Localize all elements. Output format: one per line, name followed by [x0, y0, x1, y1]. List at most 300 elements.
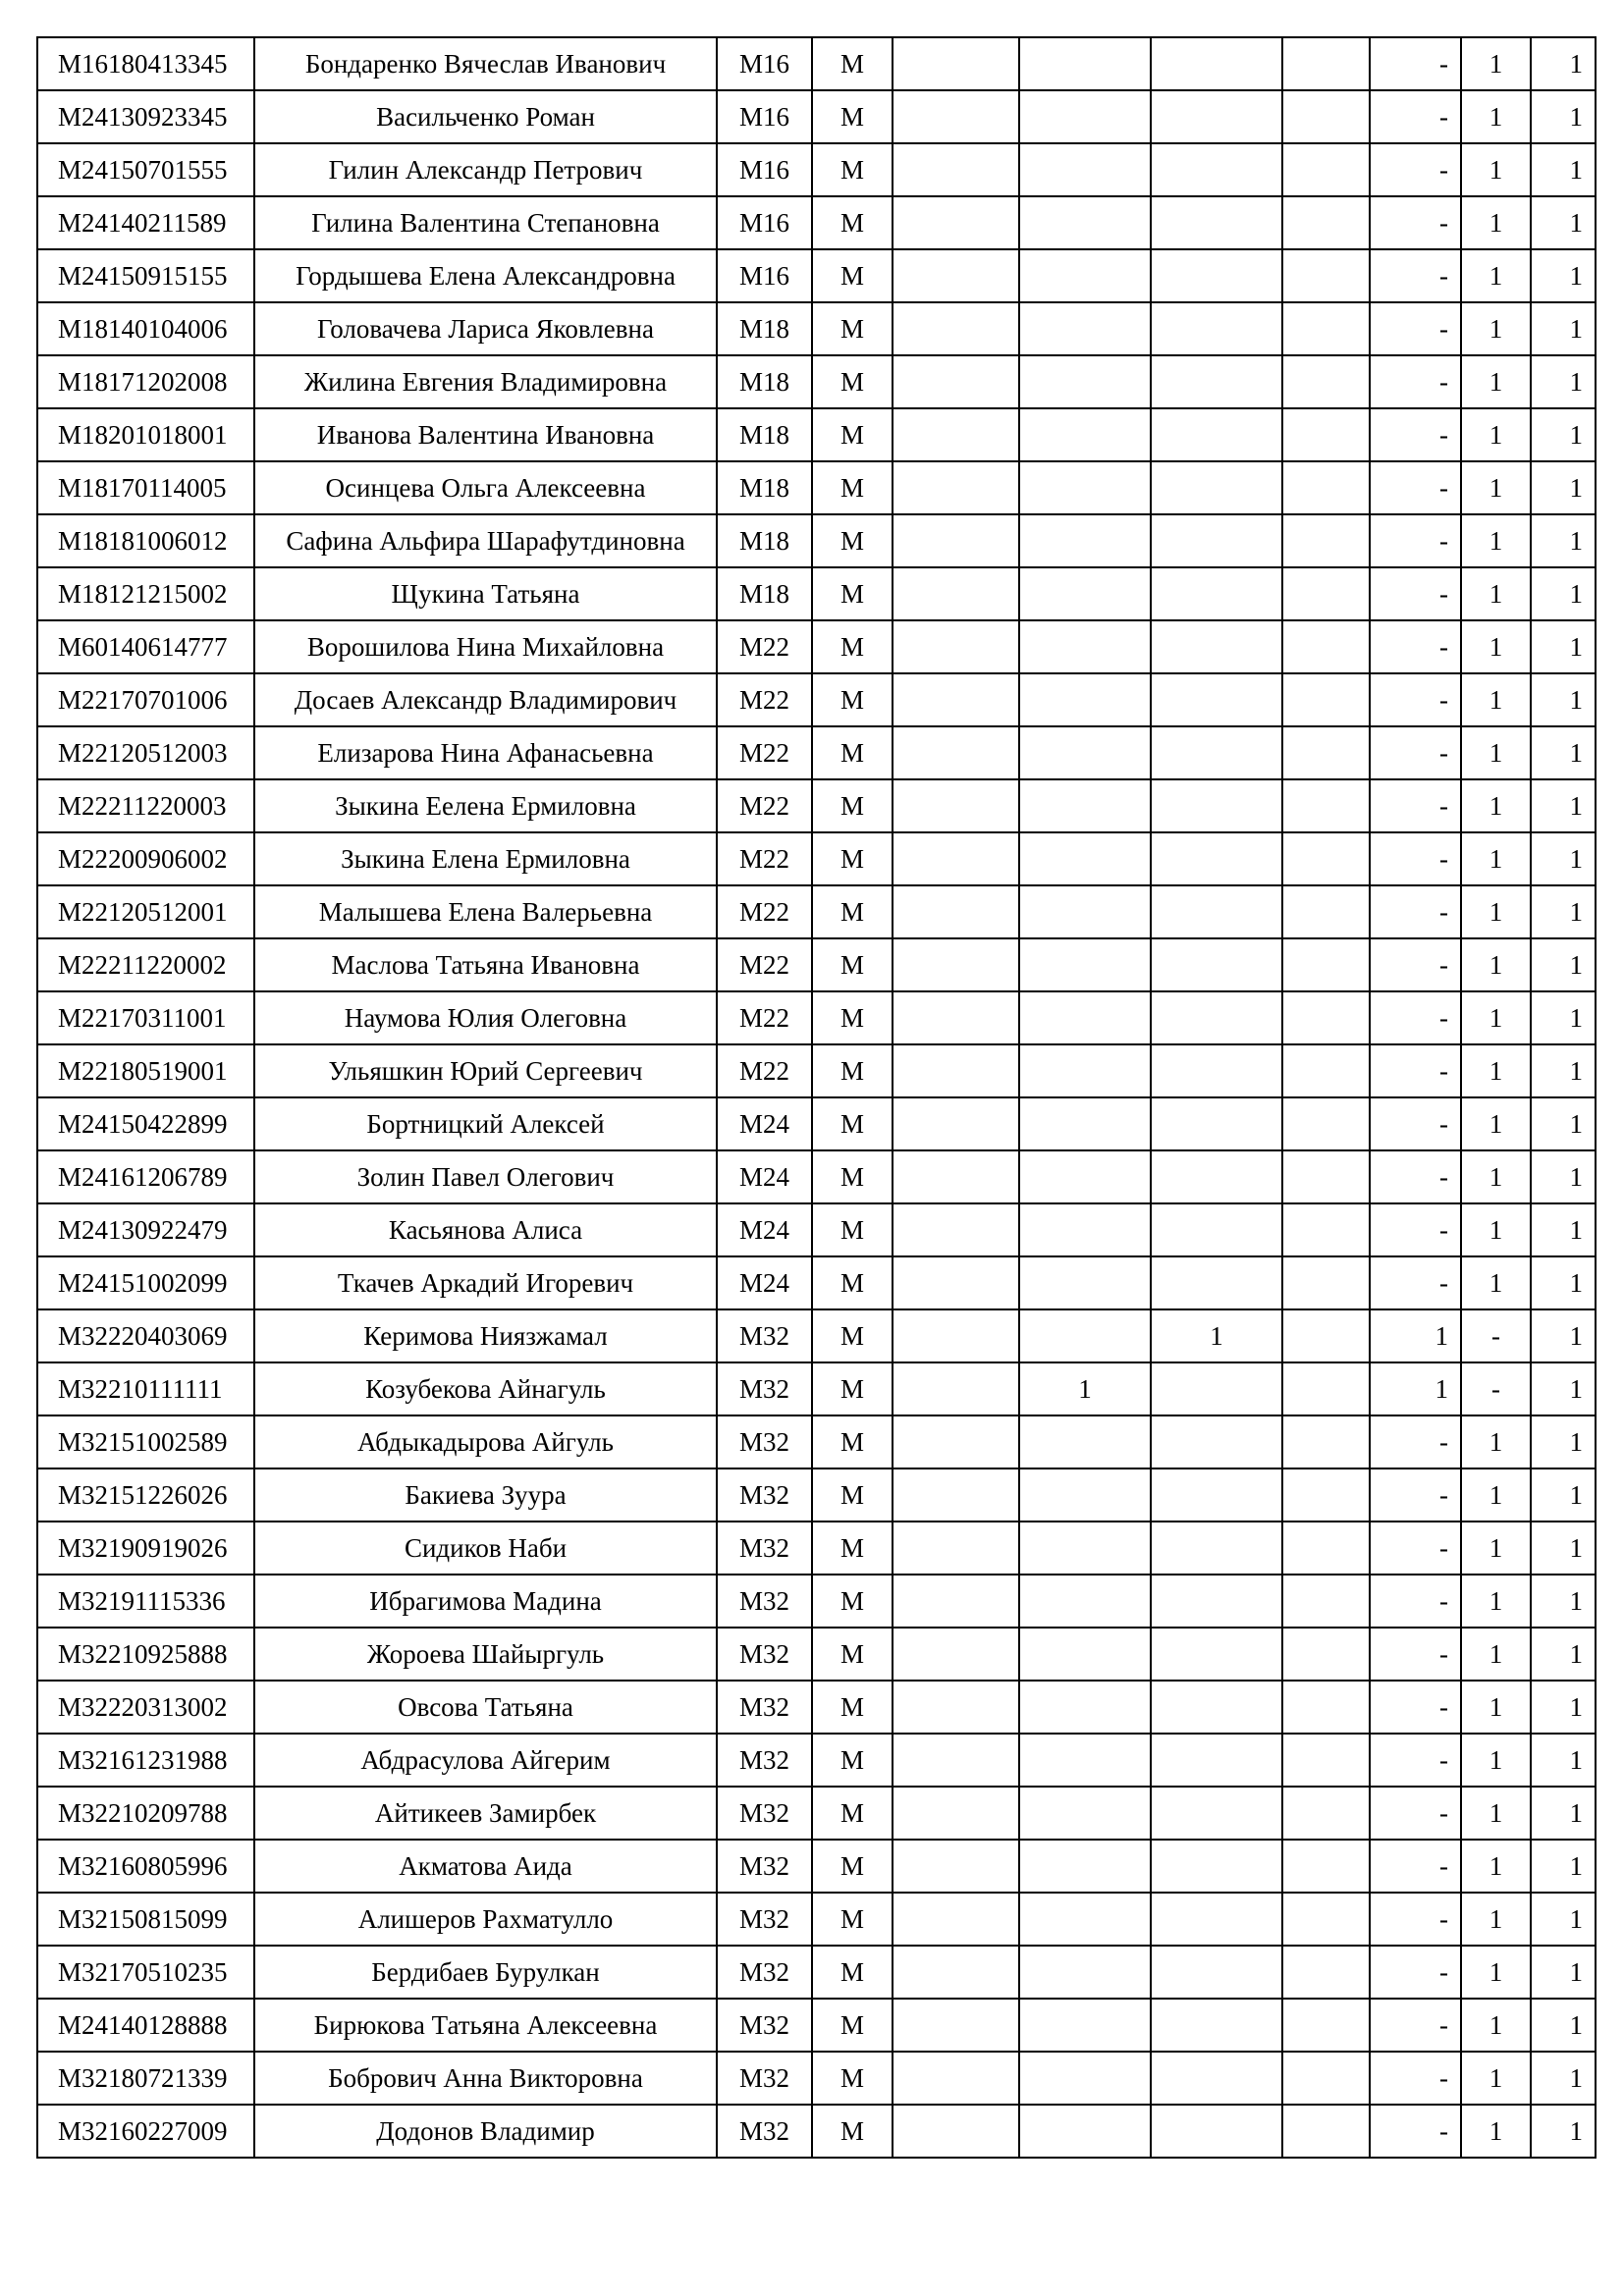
column-9-cell: -: [1370, 355, 1461, 408]
category-cell: M: [812, 1893, 893, 1946]
column-5-cell: [893, 408, 1019, 461]
column-11-cell: 1: [1531, 1522, 1596, 1575]
group-cell: M22: [717, 938, 812, 991]
column-6-cell: [1019, 1150, 1151, 1203]
column-10-cell: 1: [1461, 1787, 1531, 1840]
column-10-cell: 1: [1461, 1893, 1531, 1946]
column-6-cell: [1019, 1893, 1151, 1946]
column-10-cell: 1: [1461, 1522, 1531, 1575]
category-cell: M: [812, 1468, 893, 1522]
column-7-cell: [1151, 1946, 1282, 1999]
column-5-cell: [893, 1522, 1019, 1575]
column-5-cell: [893, 1999, 1019, 2052]
participant-code-cell: M32210209788: [37, 1787, 254, 1840]
column-6-cell: [1019, 1097, 1151, 1150]
column-11-cell: 1: [1531, 1256, 1596, 1309]
column-8-cell: [1282, 1150, 1370, 1203]
column-8-cell: [1282, 1097, 1370, 1150]
column-10-cell: 1: [1461, 1044, 1531, 1097]
column-9-cell: -: [1370, 2052, 1461, 2105]
column-6-cell: [1019, 1203, 1151, 1256]
table-row: [37, 1309, 1596, 1362]
participant-name-cell: Ворошилова Нина Михайловна: [254, 620, 717, 673]
participant-code-cell: M32160805996: [37, 1840, 254, 1893]
column-6-cell: [1019, 726, 1151, 779]
table-row: [37, 1628, 1596, 1681]
column-7-cell: [1151, 832, 1282, 885]
participant-code-cell: M32170510235: [37, 1946, 254, 1999]
participant-code-cell: M32151002589: [37, 1415, 254, 1468]
participant-code-cell: M18181006012: [37, 514, 254, 567]
column-9-cell: -: [1370, 1150, 1461, 1203]
participant-code-cell: M32160227009: [37, 2105, 254, 2158]
column-7-cell: [1151, 620, 1282, 673]
column-7-cell: [1151, 2105, 1282, 2158]
category-cell: M: [812, 1946, 893, 1999]
table-row: [37, 90, 1596, 143]
column-8-cell: [1282, 1946, 1370, 1999]
column-7-cell: [1151, 1681, 1282, 1734]
category-cell: M: [812, 1575, 893, 1628]
category-cell: M: [812, 1044, 893, 1097]
table-row: [37, 1575, 1596, 1628]
column-6-cell: [1019, 1575, 1151, 1628]
column-6-cell: [1019, 1044, 1151, 1097]
participant-code-cell: M32220313002: [37, 1681, 254, 1734]
participant-name-cell: Козубекова Айнагуль: [254, 1362, 717, 1415]
column-8-cell: [1282, 196, 1370, 249]
column-6-cell: [1019, 673, 1151, 726]
group-cell: M16: [717, 143, 812, 196]
column-8-cell: [1282, 1362, 1370, 1415]
column-7-cell: [1151, 1575, 1282, 1628]
column-10-cell: 1: [1461, 779, 1531, 832]
column-8-cell: [1282, 779, 1370, 832]
column-9-cell: -: [1370, 37, 1461, 90]
group-cell: M32: [717, 1840, 812, 1893]
column-5-cell: [893, 673, 1019, 726]
column-6-cell: [1019, 37, 1151, 90]
table-row: [37, 143, 1596, 196]
table-row: [37, 1044, 1596, 1097]
column-5-cell: [893, 1256, 1019, 1309]
table-row: [37, 567, 1596, 620]
column-9-cell: -: [1370, 1097, 1461, 1150]
table-row: [37, 673, 1596, 726]
table-row: [37, 620, 1596, 673]
column-9-cell: 1: [1370, 1362, 1461, 1415]
participant-code-cell: M22120512003: [37, 726, 254, 779]
column-11-cell: 1: [1531, 1097, 1596, 1150]
column-10-cell: -: [1461, 1362, 1531, 1415]
table-row: [37, 885, 1596, 938]
column-7-cell: 1: [1151, 1309, 1282, 1362]
participant-name-cell: Щукина Татьяна: [254, 567, 717, 620]
column-7-cell: [1151, 673, 1282, 726]
column-7-cell: [1151, 938, 1282, 991]
column-6-cell: [1019, 1999, 1151, 2052]
column-7-cell: [1151, 1734, 1282, 1787]
column-5-cell: [893, 1734, 1019, 1787]
column-10-cell: 1: [1461, 1999, 1531, 2052]
column-8-cell: [1282, 90, 1370, 143]
column-5-cell: [893, 249, 1019, 302]
column-9-cell: -: [1370, 514, 1461, 567]
column-7-cell: [1151, 408, 1282, 461]
column-5-cell: [893, 461, 1019, 514]
participant-name-cell: Наумова Юлия Олеговна: [254, 991, 717, 1044]
results-table: [36, 36, 1597, 2159]
column-11-cell: 1: [1531, 1734, 1596, 1787]
category-cell: M: [812, 1256, 893, 1309]
category-cell: M: [812, 1415, 893, 1468]
participant-name-cell: Акматова Аида: [254, 1840, 717, 1893]
column-5-cell: [893, 991, 1019, 1044]
group-cell: M32: [717, 1575, 812, 1628]
group-cell: M32: [717, 2052, 812, 2105]
column-6-cell: [1019, 143, 1151, 196]
table-row: [37, 1946, 1596, 1999]
column-6-cell: [1019, 779, 1151, 832]
participant-code-cell: M24130922479: [37, 1203, 254, 1256]
table-row: [37, 1468, 1596, 1522]
table-row: [37, 1362, 1596, 1415]
column-6-cell: [1019, 90, 1151, 143]
column-11-cell: 1: [1531, 461, 1596, 514]
participant-name-cell: Малышева Елена Валерьевна: [254, 885, 717, 938]
table-row: [37, 461, 1596, 514]
column-5-cell: [893, 1893, 1019, 1946]
column-11-cell: 1: [1531, 567, 1596, 620]
column-7-cell: [1151, 1468, 1282, 1522]
group-cell: M22: [717, 673, 812, 726]
column-10-cell: 1: [1461, 1415, 1531, 1468]
column-9-cell: -: [1370, 143, 1461, 196]
column-8-cell: [1282, 567, 1370, 620]
column-11-cell: 1: [1531, 1362, 1596, 1415]
column-10-cell: 1: [1461, 1734, 1531, 1787]
participant-name-cell: Бирюкова Татьяна Алексеевна: [254, 1999, 717, 2052]
table-row: [37, 2052, 1596, 2105]
column-7-cell: [1151, 514, 1282, 567]
column-8-cell: [1282, 461, 1370, 514]
column-6-cell: [1019, 2052, 1151, 2105]
participant-name-cell: Осинцева Ольга Алексеевна: [254, 461, 717, 514]
table-row: [37, 1150, 1596, 1203]
column-6-cell: [1019, 620, 1151, 673]
column-11-cell: 1: [1531, 1575, 1596, 1628]
category-cell: M: [812, 1097, 893, 1150]
column-6-cell: [1019, 1309, 1151, 1362]
category-cell: M: [812, 991, 893, 1044]
column-5-cell: [893, 1575, 1019, 1628]
column-5-cell: [893, 620, 1019, 673]
column-10-cell: 1: [1461, 1097, 1531, 1150]
column-6-cell: [1019, 938, 1151, 991]
group-cell: M22: [717, 726, 812, 779]
table-row: [37, 408, 1596, 461]
column-10-cell: 1: [1461, 514, 1531, 567]
participant-code-cell: M24130923345: [37, 90, 254, 143]
column-8-cell: [1282, 249, 1370, 302]
column-7-cell: [1151, 1999, 1282, 2052]
column-8-cell: [1282, 37, 1370, 90]
column-11-cell: 1: [1531, 1681, 1596, 1734]
participant-code-cell: M18171202008: [37, 355, 254, 408]
table-row: [37, 832, 1596, 885]
column-8-cell: [1282, 673, 1370, 726]
column-10-cell: 1: [1461, 726, 1531, 779]
group-cell: M22: [717, 1044, 812, 1097]
column-11-cell: 1: [1531, 302, 1596, 355]
participant-code-cell: M24151002099: [37, 1256, 254, 1309]
group-cell: M18: [717, 408, 812, 461]
column-11-cell: 1: [1531, 832, 1596, 885]
column-7-cell: [1151, 302, 1282, 355]
column-9-cell: -: [1370, 1946, 1461, 1999]
column-11-cell: 1: [1531, 1415, 1596, 1468]
column-11-cell: 1: [1531, 514, 1596, 567]
column-5-cell: [893, 779, 1019, 832]
column-8-cell: [1282, 1468, 1370, 1522]
table-row: [37, 779, 1596, 832]
column-10-cell: 1: [1461, 2052, 1531, 2105]
participant-name-cell: Ткачев Аркадий Игоревич: [254, 1256, 717, 1309]
group-cell: M32: [717, 1734, 812, 1787]
table-row: [37, 1893, 1596, 1946]
participant-name-cell: Бердибаев Бурулкан: [254, 1946, 717, 1999]
column-10-cell: 1: [1461, 37, 1531, 90]
column-9-cell: -: [1370, 1575, 1461, 1628]
participant-code-cell: M32190919026: [37, 1522, 254, 1575]
column-5-cell: [893, 885, 1019, 938]
column-10-cell: 1: [1461, 1946, 1531, 1999]
column-5-cell: [893, 1681, 1019, 1734]
table-row: [37, 1734, 1596, 1787]
column-7-cell: [1151, 1203, 1282, 1256]
column-11-cell: 1: [1531, 1044, 1596, 1097]
column-8-cell: [1282, 1203, 1370, 1256]
column-5-cell: [893, 1309, 1019, 1362]
column-11-cell: 1: [1531, 1203, 1596, 1256]
column-10-cell: -: [1461, 1309, 1531, 1362]
participant-name-cell: Бобрович Анна Викторовна: [254, 2052, 717, 2105]
column-9-cell: -: [1370, 1044, 1461, 1097]
column-6-cell: [1019, 1415, 1151, 1468]
group-cell: M32: [717, 1681, 812, 1734]
column-10-cell: 1: [1461, 620, 1531, 673]
column-10-cell: 1: [1461, 567, 1531, 620]
column-8-cell: [1282, 885, 1370, 938]
group-cell: M18: [717, 461, 812, 514]
column-8-cell: [1282, 1522, 1370, 1575]
column-6-cell: [1019, 355, 1151, 408]
group-cell: M32: [717, 1522, 812, 1575]
category-cell: M: [812, 2052, 893, 2105]
table-row: [37, 355, 1596, 408]
column-7-cell: [1151, 885, 1282, 938]
participant-name-cell: Гилин Александр Петрович: [254, 143, 717, 196]
table-row: [37, 2105, 1596, 2158]
column-11-cell: 1: [1531, 1309, 1596, 1362]
column-5-cell: [893, 2105, 1019, 2158]
participant-code-cell: M32150815099: [37, 1893, 254, 1946]
participant-name-cell: Елизарова Нина Афанасьевна: [254, 726, 717, 779]
category-cell: M: [812, 196, 893, 249]
table-row: [37, 938, 1596, 991]
category-cell: M: [812, 1309, 893, 1362]
category-cell: M: [812, 726, 893, 779]
column-9-cell: -: [1370, 1256, 1461, 1309]
column-7-cell: [1151, 196, 1282, 249]
participant-code-cell: M18201018001: [37, 408, 254, 461]
column-7-cell: [1151, 1840, 1282, 1893]
group-cell: M18: [717, 514, 812, 567]
group-cell: M32: [717, 2105, 812, 2158]
column-10-cell: 1: [1461, 2105, 1531, 2158]
column-6-cell: [1019, 832, 1151, 885]
group-cell: M16: [717, 196, 812, 249]
participant-code-cell: M60140614777: [37, 620, 254, 673]
category-cell: M: [812, 1522, 893, 1575]
column-9-cell: -: [1370, 196, 1461, 249]
participant-code-cell: M32151226026: [37, 1468, 254, 1522]
participant-code-cell: M24150915155: [37, 249, 254, 302]
column-9-cell: -: [1370, 567, 1461, 620]
group-cell: M22: [717, 620, 812, 673]
column-9-cell: 1: [1370, 1309, 1461, 1362]
column-8-cell: [1282, 302, 1370, 355]
column-5-cell: [893, 355, 1019, 408]
group-cell: M32: [717, 1628, 812, 1681]
participant-code-cell: M32161231988: [37, 1734, 254, 1787]
column-11-cell: 1: [1531, 779, 1596, 832]
column-9-cell: -: [1370, 885, 1461, 938]
column-9-cell: -: [1370, 673, 1461, 726]
column-9-cell: -: [1370, 302, 1461, 355]
participant-code-cell: M22180519001: [37, 1044, 254, 1097]
column-9-cell: -: [1370, 408, 1461, 461]
participant-name-cell: Маслова Татьяна Ивановна: [254, 938, 717, 991]
group-cell: M32: [717, 1787, 812, 1840]
participant-code-cell: M24161206789: [37, 1150, 254, 1203]
column-7-cell: [1151, 726, 1282, 779]
participant-name-cell: Гилина Валентина Степановна: [254, 196, 717, 249]
column-7-cell: [1151, 1787, 1282, 1840]
column-10-cell: 1: [1461, 302, 1531, 355]
column-5-cell: [893, 567, 1019, 620]
table-row: [37, 302, 1596, 355]
column-8-cell: [1282, 1734, 1370, 1787]
table-row: [37, 196, 1596, 249]
column-5-cell: [893, 1468, 1019, 1522]
participant-code-cell: M32180721339: [37, 2052, 254, 2105]
column-9-cell: -: [1370, 1522, 1461, 1575]
participant-code-cell: M24140128888: [37, 1999, 254, 2052]
column-6-cell: [1019, 1946, 1151, 1999]
column-10-cell: 1: [1461, 885, 1531, 938]
column-10-cell: 1: [1461, 991, 1531, 1044]
column-9-cell: -: [1370, 1734, 1461, 1787]
column-9-cell: -: [1370, 90, 1461, 143]
column-8-cell: [1282, 1681, 1370, 1734]
table-row: [37, 1522, 1596, 1575]
column-11-cell: 1: [1531, 249, 1596, 302]
column-9-cell: -: [1370, 726, 1461, 779]
column-9-cell: -: [1370, 1203, 1461, 1256]
column-8-cell: [1282, 832, 1370, 885]
participant-name-cell: Сафина Альфира Шарафутдиновна: [254, 514, 717, 567]
participant-code-cell: M16180413345: [37, 37, 254, 90]
column-10-cell: 1: [1461, 90, 1531, 143]
column-8-cell: [1282, 408, 1370, 461]
column-7-cell: [1151, 1628, 1282, 1681]
group-cell: M22: [717, 779, 812, 832]
table-body: [37, 37, 1596, 2158]
column-7-cell: [1151, 1097, 1282, 1150]
column-5-cell: [893, 1203, 1019, 1256]
group-cell: M32: [717, 1468, 812, 1522]
participant-name-cell: Бондаренко Вячеслав Иванович: [254, 37, 717, 90]
participant-name-cell: Гордышева Елена Александровна: [254, 249, 717, 302]
column-10-cell: 1: [1461, 1150, 1531, 1203]
participant-name-cell: Зыкина Елена Ермиловна: [254, 832, 717, 885]
column-6-cell: [1019, 567, 1151, 620]
column-8-cell: [1282, 726, 1370, 779]
group-cell: M18: [717, 302, 812, 355]
column-11-cell: 1: [1531, 1787, 1596, 1840]
group-cell: M16: [717, 37, 812, 90]
column-8-cell: [1282, 620, 1370, 673]
column-7-cell: [1151, 1044, 1282, 1097]
category-cell: M: [812, 779, 893, 832]
column-7-cell: [1151, 143, 1282, 196]
column-5-cell: [893, 196, 1019, 249]
column-10-cell: 1: [1461, 1681, 1531, 1734]
participant-code-cell: M22211220003: [37, 779, 254, 832]
table-row: [37, 1097, 1596, 1150]
participant-name-cell: Бакиева Зуура: [254, 1468, 717, 1522]
column-8-cell: [1282, 2052, 1370, 2105]
category-cell: M: [812, 1840, 893, 1893]
column-6-cell: [1019, 1628, 1151, 1681]
participant-name-cell: Досаев Александр Владимирович: [254, 673, 717, 726]
column-11-cell: 1: [1531, 1150, 1596, 1203]
participant-code-cell: M32220403069: [37, 1309, 254, 1362]
column-11-cell: 1: [1531, 1946, 1596, 1999]
participant-code-cell: M24140211589: [37, 196, 254, 249]
participant-name-cell: Додонов Владимир: [254, 2105, 717, 2158]
column-9-cell: -: [1370, 1681, 1461, 1734]
column-5-cell: [893, 726, 1019, 779]
column-11-cell: 1: [1531, 885, 1596, 938]
column-5-cell: [893, 1415, 1019, 1468]
column-8-cell: [1282, 1628, 1370, 1681]
column-11-cell: 1: [1531, 991, 1596, 1044]
column-8-cell: [1282, 1575, 1370, 1628]
column-9-cell: -: [1370, 620, 1461, 673]
group-cell: M24: [717, 1256, 812, 1309]
column-5-cell: [893, 514, 1019, 567]
column-9-cell: -: [1370, 2105, 1461, 2158]
table-row: [37, 1999, 1596, 2052]
column-5-cell: [893, 37, 1019, 90]
column-9-cell: -: [1370, 249, 1461, 302]
category-cell: M: [812, 1628, 893, 1681]
column-10-cell: 1: [1461, 196, 1531, 249]
participant-name-cell: Ибрагимова Мадина: [254, 1575, 717, 1628]
column-10-cell: 1: [1461, 1628, 1531, 1681]
